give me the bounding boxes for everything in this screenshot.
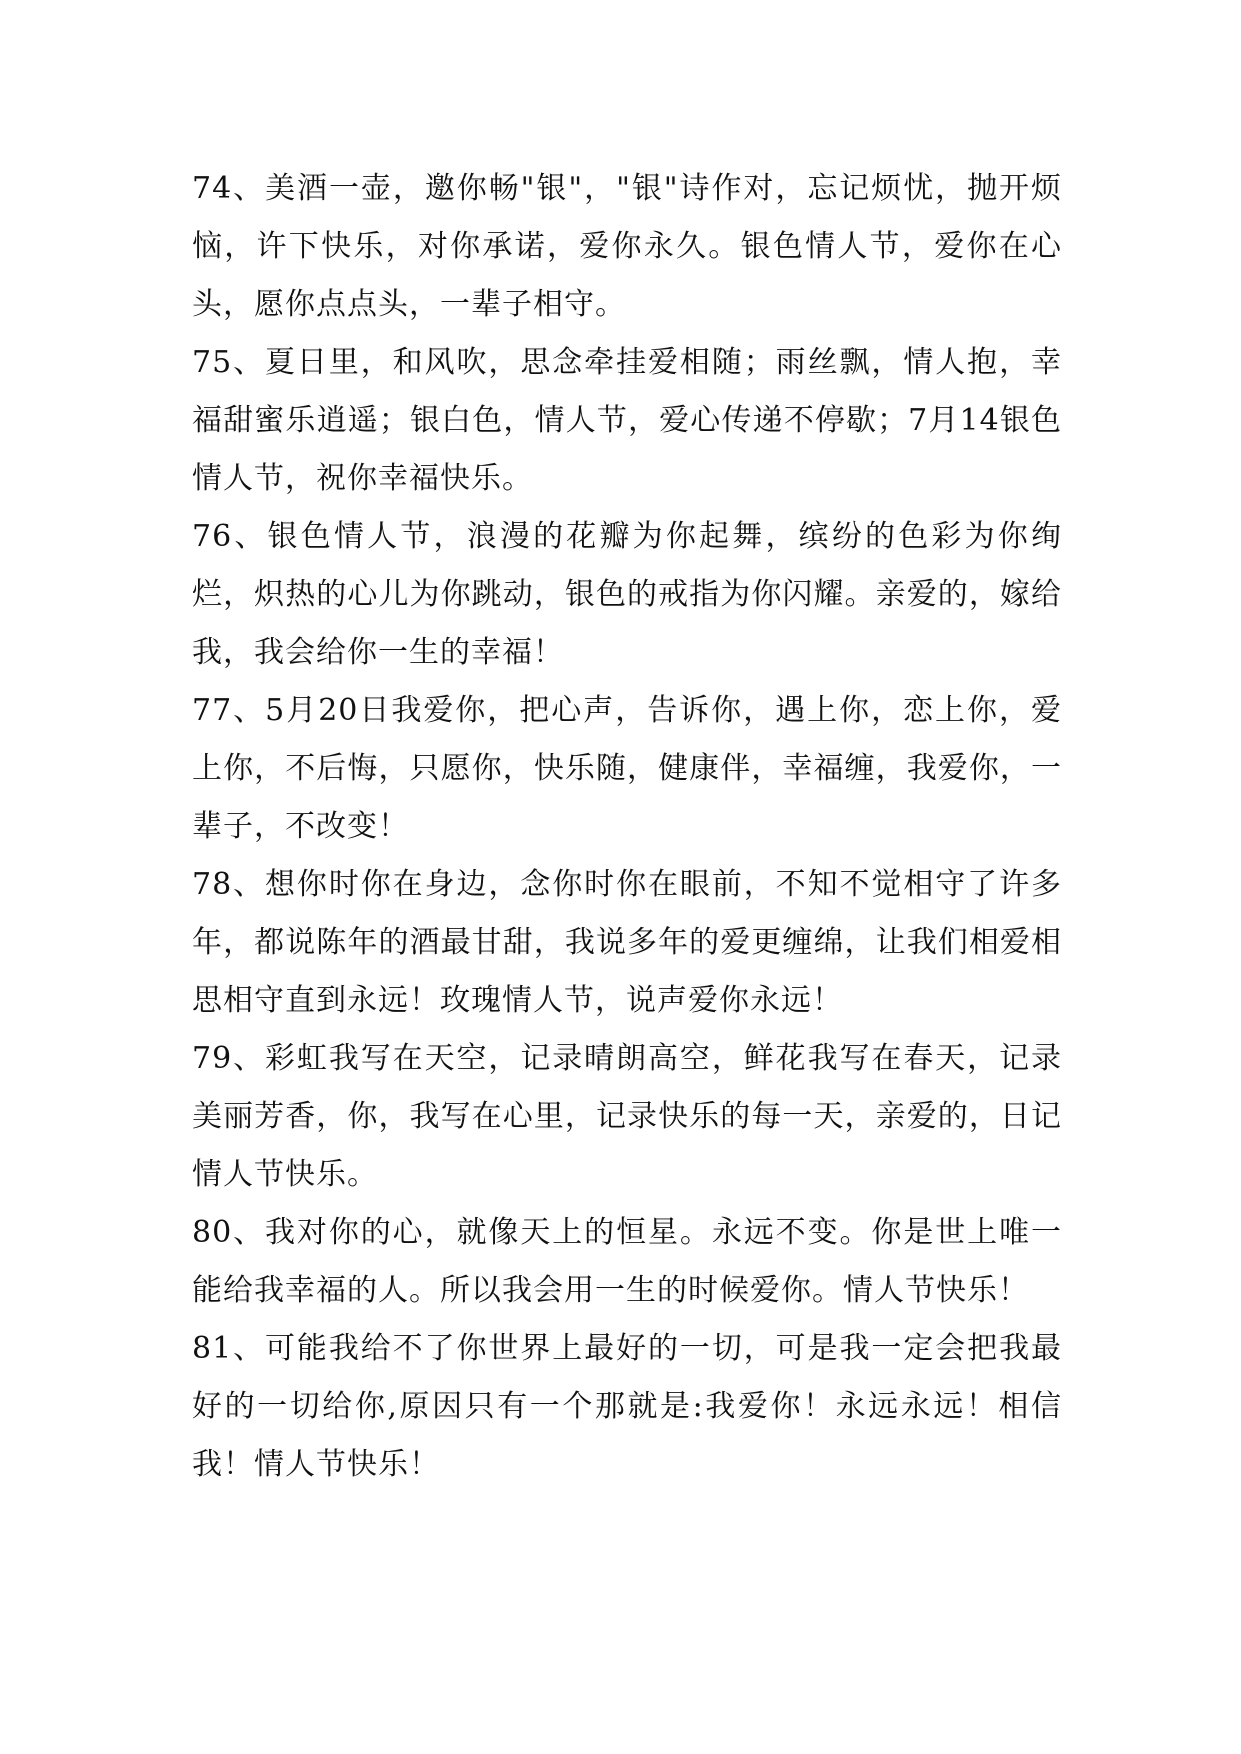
list-item: 77、5月20日我爱你，把心声，告诉你，遇上你，恋上你，爱上你，不后悔，只愿你，快乐随，健康伴，幸福缠，我爱你，一辈子，不改变！	[192, 693, 1062, 844]
list-item: 81、可能我给不了你世界上最好的一切，可是我一定会把我最好的一切给你,原因只有一个那就是:我爱你！永远永远！相信我！情人节快乐！	[192, 1331, 1062, 1482]
list-item: 76、银色情人节，浪漫的花瓣为你起舞，缤纷的色彩为你绚烂，炽热的心儿为你跳动，银色的戒指为你闪耀。亲爱的，嫁给我，我会给你一生的幸福！	[192, 519, 1062, 670]
list-item: 74、美酒一壶，邀你畅"银"，"银"诗作对，忘记烦忧，抛开烦恼，许下快乐，对你承诺，爱你永久。银色情人节，爱你在心头，愿你点点头，一辈子相守。	[192, 171, 1062, 322]
list-item: 79、彩虹我写在天空，记录晴朗高空，鲜花我写在春天，记录美丽芳香，你，我写在心里，记录快乐的每一天，亲爱的，日记情人节快乐。	[192, 1041, 1062, 1192]
list-item: 78、想你时你在身边，念你时你在眼前，不知不觉相守了许多年，都说陈年的酒最甘甜，我说多年的爱更缠绵，让我们相爱相思相守直到永远！玫瑰情人节，说声爱你永远！	[192, 867, 1062, 1018]
list-item: 75、夏日里，和风吹，思念牵挂爱相随；雨丝飘，情人抱，幸福甜蜜乐逍遥；银白色，情人节，爱心传递不停歇；7月14银色情人节，祝你幸福快乐。	[192, 345, 1062, 496]
document-body	[192, 160, 1062, 1494]
list-item: 80、我对你的心，就像天上的恒星。永远不变。你是世上唯一能给我幸福的人。所以我会用一生的时候爱你。情人节快乐！	[192, 1215, 1062, 1308]
